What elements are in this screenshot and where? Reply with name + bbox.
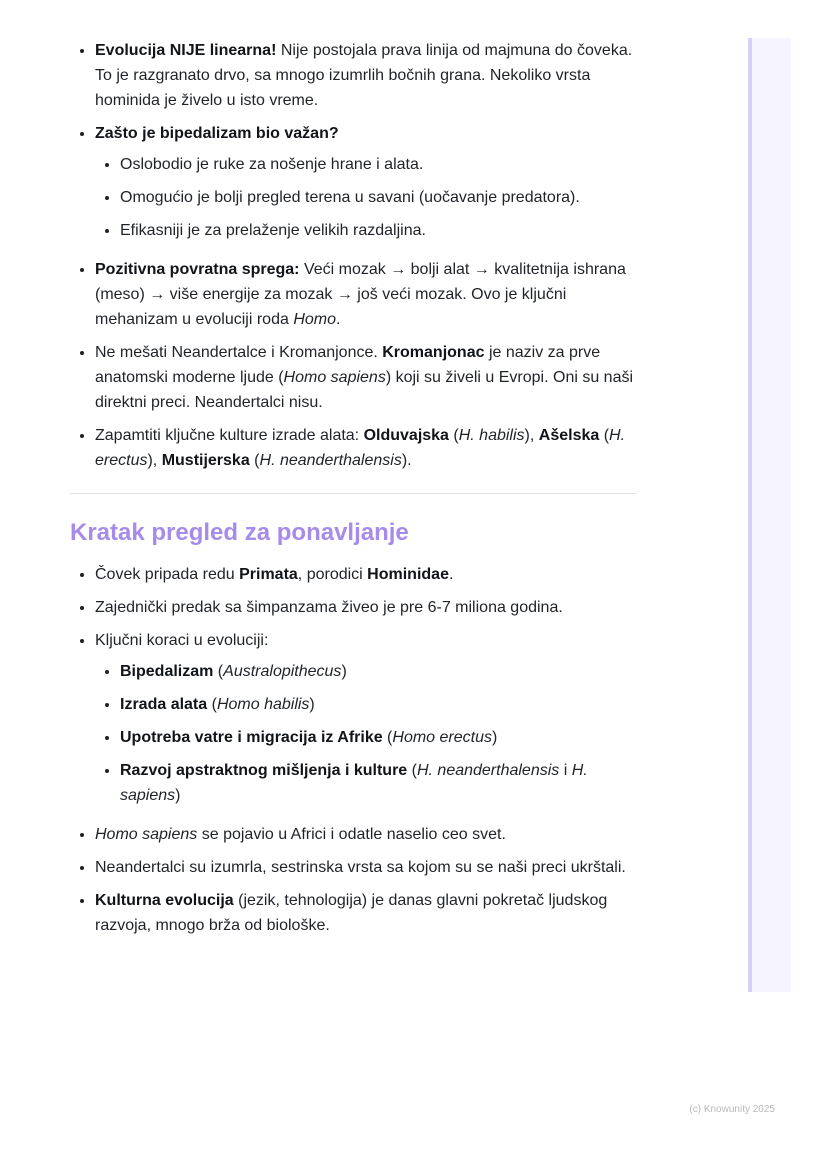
- sub-list: [95, 152, 636, 243]
- list-item: • Zajednički predak sa šimpanzama živeo je pre 6-7 miliona godina.: [95, 595, 636, 620]
- list-item: • Zašto je bipedalizam bio važan? • Oslobodio je ruke za nošenje hrane i alata. • Omogućio je bolji pregled terena u savani (uočavanje predatora). • Efikasniji je za prelaženje velikih razdaljina.: [95, 121, 636, 243]
- copyright-footer: (c) Knowunity 2025: [689, 1104, 775, 1115]
- summary-list: [70, 562, 636, 938]
- document-content: [70, 38, 636, 946]
- sub-list-item: • Bipedalizam (Australopithecus): [120, 659, 636, 684]
- divider: [70, 493, 636, 494]
- list-item: • Kulturna evolucija (jezik, tehnologija) je danas glavni pokretač ljudskog razvoja, mnogo brža od biološke.: [95, 888, 636, 938]
- notes-list: [70, 38, 636, 473]
- sub-list-item: • Omogućio je bolji pregled terena u savani (uočavanje predatora).: [120, 185, 636, 210]
- list-item: • Čovek pripada redu Primata, porodici Hominidae.: [95, 562, 636, 587]
- sidebar-panel: [748, 38, 791, 992]
- sub-list-item: • Izrada alata (Homo habilis): [120, 692, 636, 717]
- sub-list-item: • Efikasniji je za prelaženje velikih razdaljina.: [120, 218, 636, 243]
- sub-list-item: • Oslobodio je ruke za nošenje hrane i alata.: [120, 152, 636, 177]
- sub-list-item: • Razvoj apstraktnog mišljenja i kulture (H. neanderthalensis i H. sapiens): [120, 758, 636, 808]
- list-item: • Evolucija NIJE linearna! Nije postojala prava linija od majmuna do čoveka. To je razgranato drvo, sa mnogo izumrlih bočnih grana. Nekoliko vrsta hominida je živelo u isto vreme.: [95, 38, 636, 113]
- list-item: • Neandertalci su izumrla, sestrinska vrsta sa kojom su se naši preci ukrštali.: [95, 855, 636, 880]
- sub-list-item: • Upotreba vatre i migracija iz Afrike (Homo erectus): [120, 725, 636, 750]
- sub-list: [95, 659, 636, 808]
- section-heading: Kratak pregled za ponavljanje: [70, 519, 409, 546]
- list-item: • Ne mešati Neandertalce i Kromanjonce. Kromanjonac je naziv za prve anatomski moderne ljude (Homo sapiens) koji su živeli u Evropi. Oni su naši direktni preci. Neandertalci nisu.: [95, 340, 636, 415]
- list-item: • Pozitivna povratna sprega: Veći mozak → bolji alat → kvalitetnija ishrana (meso) → više energije za mozak → još veći mozak. Ovo je ključni mehanizam u evoluciji roda Homo.: [95, 257, 636, 332]
- list-item: • Homo sapiens se pojavio u Africi i odatle naselio ceo svet.: [95, 822, 636, 847]
- list-item: • Zapamtiti ključne kulture izrade alata: Olduvajska (H. habilis), Ašelska (H. erectus), Mustijerska (H. neanderthalensis).: [95, 423, 636, 473]
- list-item: • Ključni koraci u evoluciji: • Bipedalizam (Australopithecus) • Izrada alata (Homo habilis) • Upotreba vatre i migracija iz Afrike (Homo erectus) • Razvoj apstraktnog mišljenja i kulture (H. neanderthalensis i H. sapiens): [95, 628, 636, 808]
